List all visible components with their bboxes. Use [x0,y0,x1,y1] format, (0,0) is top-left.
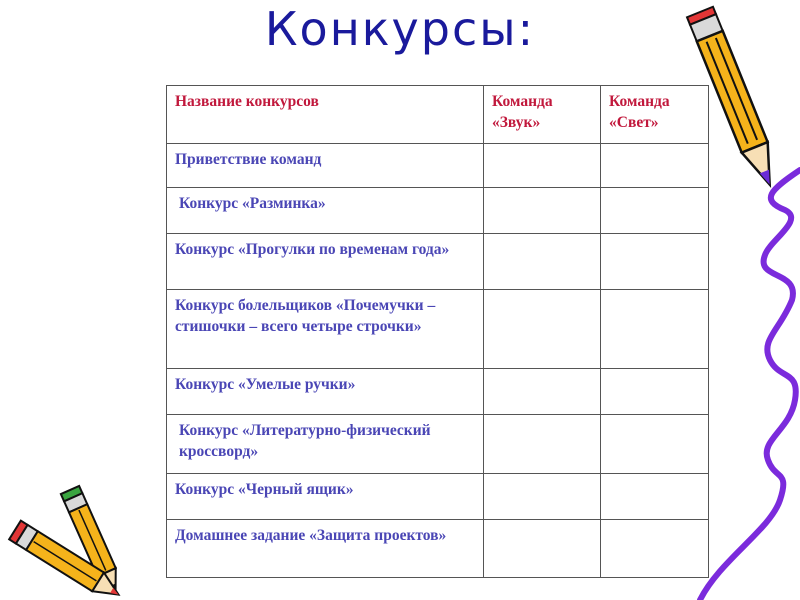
score-light [601,415,709,474]
contest-name-text: Конкурс «Разминка» [179,195,326,212]
table-row [167,520,709,578]
header-contest-name: Название конкурсов [167,86,484,144]
contest-name: Конкурс «Прогулки по временам года» [167,234,484,290]
contest-table [166,85,709,578]
score-sound [484,474,601,520]
contest-name: Конкурс «Умелые ручки» [167,369,484,415]
score-light [601,188,709,234]
score-sound [484,188,601,234]
header-team-light: Команда «Свет» [601,86,709,144]
score-light [601,290,709,369]
score-light [601,144,709,188]
score-sound [484,369,601,415]
table-row [167,369,709,415]
score-sound [484,290,601,369]
table-row [167,144,709,188]
header-team-sound: Команда «Звук» [484,86,601,144]
score-light [601,369,709,415]
score-light [601,234,709,290]
table-row [167,188,709,234]
contest-name [167,415,484,474]
score-sound [484,520,601,578]
score-sound [484,234,601,290]
page-title: Конкурсы: [264,2,536,56]
contest-name [167,188,484,234]
score-sound [484,415,601,474]
contest-name: Приветствие команд [167,144,484,188]
score-light [601,474,709,520]
score-light [601,520,709,578]
table-row [167,290,709,369]
contest-name: Конкурс болельщиков «Почемучки – стишочки – всего четыре строчки» [167,290,484,369]
table-row [167,415,709,474]
table-row [167,474,709,520]
table-header-row [167,86,709,144]
contest-name-text: Конкурс «Литературно-физический кроссворд» [179,422,431,460]
table-row [167,234,709,290]
contest-name: Конкурс «Черный ящик» [167,474,484,520]
squiggle-line-icon [700,170,800,600]
contest-name: Домашнее задание «Защита проектов» [167,520,484,578]
score-sound [484,144,601,188]
